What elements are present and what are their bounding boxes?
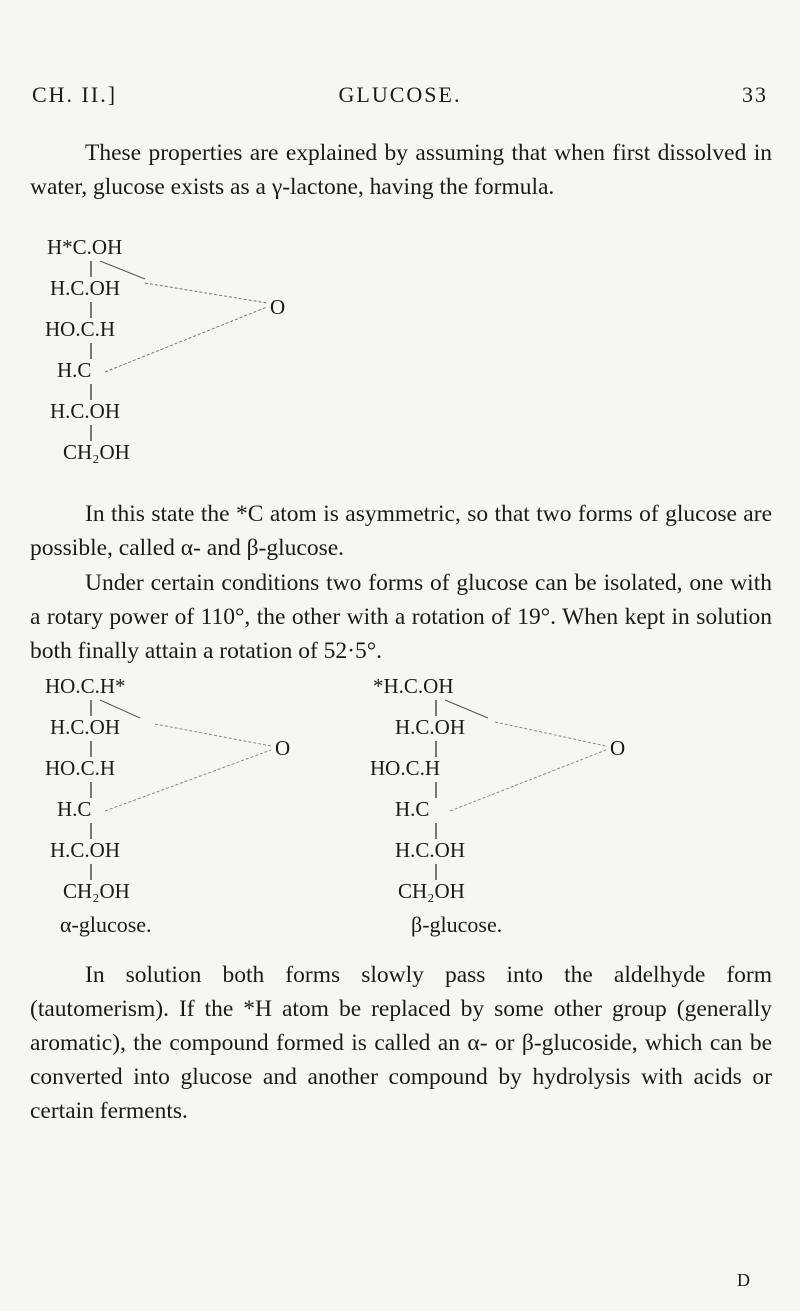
- beta-line-1: *H.C.OH: [373, 674, 454, 698]
- alpha-line-3: HO.C.H: [45, 756, 116, 780]
- alpha-bond-lines: [45, 672, 295, 912]
- formula-line-6: CH₂OH: [63, 440, 130, 464]
- formula-alpha-glucose: [45, 672, 295, 912]
- beta-line-6: CH₂OH: [398, 879, 465, 903]
- alpha-line-4: H.C: [57, 797, 92, 821]
- paragraph-2: [30, 497, 772, 565]
- formula-line-1: H*C.OH: [47, 235, 123, 259]
- paragraph-3: [30, 566, 772, 668]
- paragraph-1: [30, 136, 772, 204]
- alpha-line-1: HO.C.H*: [45, 674, 126, 698]
- beta-ring-oxygen: O: [610, 736, 626, 760]
- alpha-line-5: H.C.OH: [50, 838, 121, 862]
- beta-line-3: HO.C.H: [370, 756, 441, 780]
- chapter-label: CH. II.]: [32, 82, 118, 107]
- alpha-line-6: CH₂OH: [63, 879, 130, 903]
- beta-bond-lines: [370, 672, 630, 912]
- beta-line-4: H.C: [395, 797, 430, 821]
- formula-line-5: H.C.OH: [50, 399, 121, 423]
- beta-line-5: H.C.OH: [395, 838, 466, 862]
- alpha-caption: α-glucose.: [60, 912, 152, 937]
- beta-caption: β-glucose.: [411, 912, 503, 937]
- formula-line-4: H.C: [57, 358, 92, 382]
- beta-line-2: H.C.OH: [395, 715, 466, 739]
- formula-beta-glucose: [370, 672, 630, 912]
- alpha-ring-oxygen: O: [275, 736, 291, 760]
- paragraph-3-text: Under certain conditions two forms of glucose can be isolated, one with a rotary power of 110°, the other with a rotation of 19°. When kept in solution both finally attain a rotation of 52·5°.: [30, 570, 772, 664]
- formula-line-2: H.C.OH: [50, 276, 121, 300]
- running-header: [32, 82, 768, 112]
- formula-lactone: [45, 233, 285, 463]
- bond-lines: [45, 233, 285, 463]
- paragraph-1-text: These properties are explained by assuming that when first dissolved in water, glucose exists as a γ-lactone, having the formula.: [30, 140, 772, 200]
- alpha-line-2: H.C.OH: [50, 715, 121, 739]
- paragraph-4-text: In solution both forms slowly pass into the aldelhyde form (tautomerism). If the *H atom be replaced by some other group (generally aromatic), the compound formed is called an α- or β-glucoside, which can be converted into glucose and another compound by hydrolysis with acids or certain ferments.: [30, 962, 772, 1124]
- page-title: GLUCOSE.: [338, 82, 462, 107]
- signature-mark: D: [737, 1270, 750, 1290]
- ring-oxygen: O: [270, 295, 286, 319]
- page-number: 33: [742, 82, 768, 107]
- formula-line-3: HO.C.H: [45, 317, 116, 341]
- paragraph-4: [30, 958, 772, 1128]
- paragraph-2-text: In this state the *C atom is asymmetric, so that two forms of glucose are possible, called α- and β-glucose.: [30, 501, 772, 561]
